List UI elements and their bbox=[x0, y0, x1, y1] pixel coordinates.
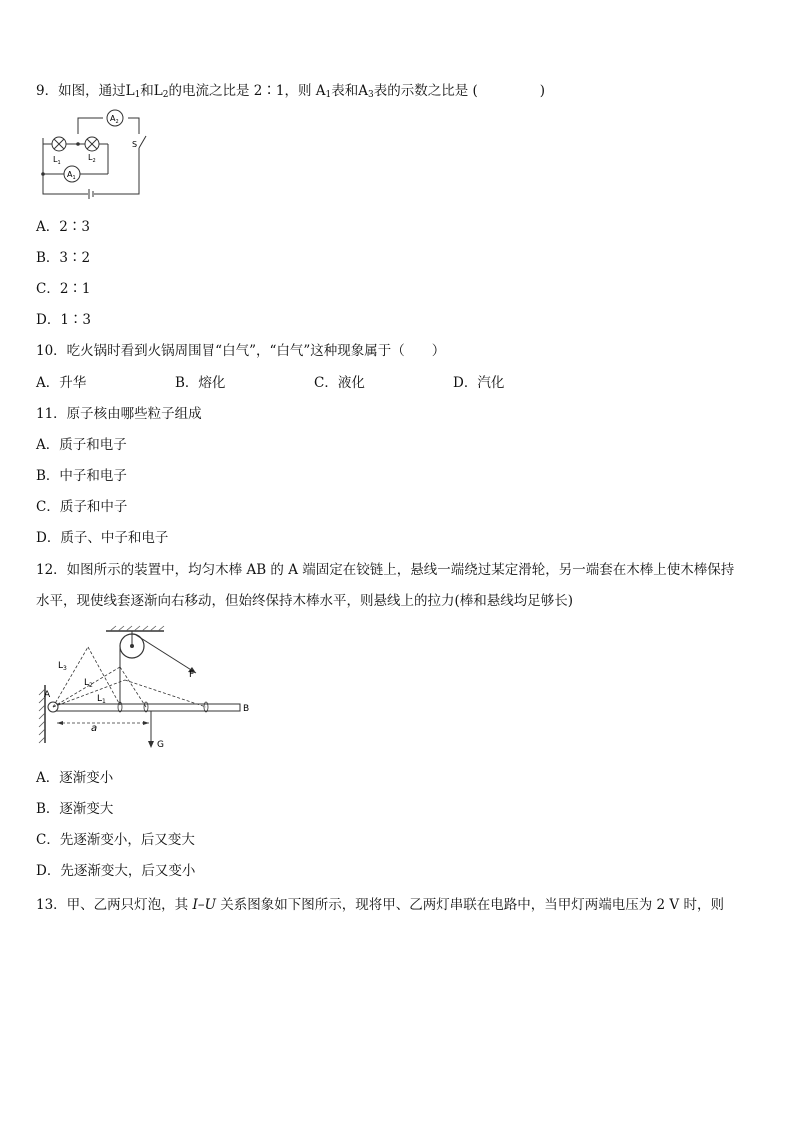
q11-option-d[interactable]: D．质子、中子和电子 bbox=[36, 530, 169, 546]
q11-stem: 11．原子核由哪些粒子组成 bbox=[36, 406, 202, 422]
q12-option-c[interactable]: C．先逐渐变小，后又变大 bbox=[36, 832, 195, 848]
q9-option-b[interactable]: B．3∶2 bbox=[36, 250, 91, 266]
q11-option-c[interactable]: C．质子和中子 bbox=[36, 499, 128, 515]
q12-option-d[interactable]: D．先逐渐变大，后又变小 bbox=[36, 863, 196, 879]
ammeter-a2-label: $A_2$ bbox=[110, 114, 119, 125]
q9-option-d[interactable]: D．1∶3 bbox=[36, 312, 92, 328]
q9-circuit-figure bbox=[36, 106, 156, 202]
switch-label: S bbox=[132, 140, 138, 149]
q12-stem-line-2: 水平，现使线套逐渐向右移动，但始终保持木棒水平，则悬线上的拉力(棒和悬线均足够长) bbox=[36, 593, 574, 609]
point-a-label: A bbox=[44, 690, 51, 700]
q13-stem: 13．甲、乙两只灯泡，其 I–U 关系图象如下图所示，现将甲、乙两灯串联在电路中，当甲灯两端电压为 2 V 时，则 bbox=[36, 897, 724, 913]
q9-option-a[interactable]: A．2∶3 bbox=[36, 219, 90, 235]
q12-lever-pulley-figure bbox=[36, 625, 252, 753]
q10-option-a[interactable]: A．升华 bbox=[36, 375, 87, 391]
q12-option-b[interactable]: B．逐渐变大 bbox=[36, 801, 114, 817]
q12-option-a[interactable]: A．逐渐变小 bbox=[36, 770, 114, 786]
q9-option-c[interactable]: C．2∶1 bbox=[36, 281, 91, 297]
lamp-l2-label: $L_2$ bbox=[88, 153, 96, 164]
arm-l1-label: $L_1$ bbox=[97, 694, 106, 705]
q11-option-a[interactable]: A．质子和电子 bbox=[36, 437, 127, 453]
q11-option-b[interactable]: B．中子和电子 bbox=[36, 468, 127, 484]
lamp-l1-label: $L_1$ bbox=[53, 155, 61, 166]
q10-stem: 10．吃火锅时看到火锅周围冒“白气”，“白气”这种现象属于（ ） bbox=[36, 343, 446, 359]
q12-stem-line-1: 12．如图所示的装置中，均匀木棒 AB 的 A 端固定在铰链上，悬线一端绕过某定滑轮，另一端套在木棒上使木棒保持 bbox=[36, 562, 735, 578]
arm-l3-label: $L_3$ bbox=[58, 661, 67, 672]
distance-a-label: a bbox=[91, 723, 98, 734]
q10-option-b[interactable]: B．熔化 bbox=[175, 375, 226, 391]
arm-l2-label: $L_2$ bbox=[84, 678, 93, 689]
force-f-label: F bbox=[189, 670, 195, 680]
point-b-label: B bbox=[243, 704, 250, 714]
gravity-g-label: G bbox=[157, 740, 164, 750]
q10-option-d[interactable]: D．汽化 bbox=[453, 375, 505, 391]
ammeter-a1-label: $A_1$ bbox=[67, 170, 76, 181]
q9-stem: 9．如图，通过$L_1$和$L_2$的电流之比是 2∶1，则 $A_1$表和$A_3$表的示数之比是 ( ) bbox=[36, 83, 546, 100]
q10-option-c[interactable]: C．液化 bbox=[314, 375, 365, 391]
